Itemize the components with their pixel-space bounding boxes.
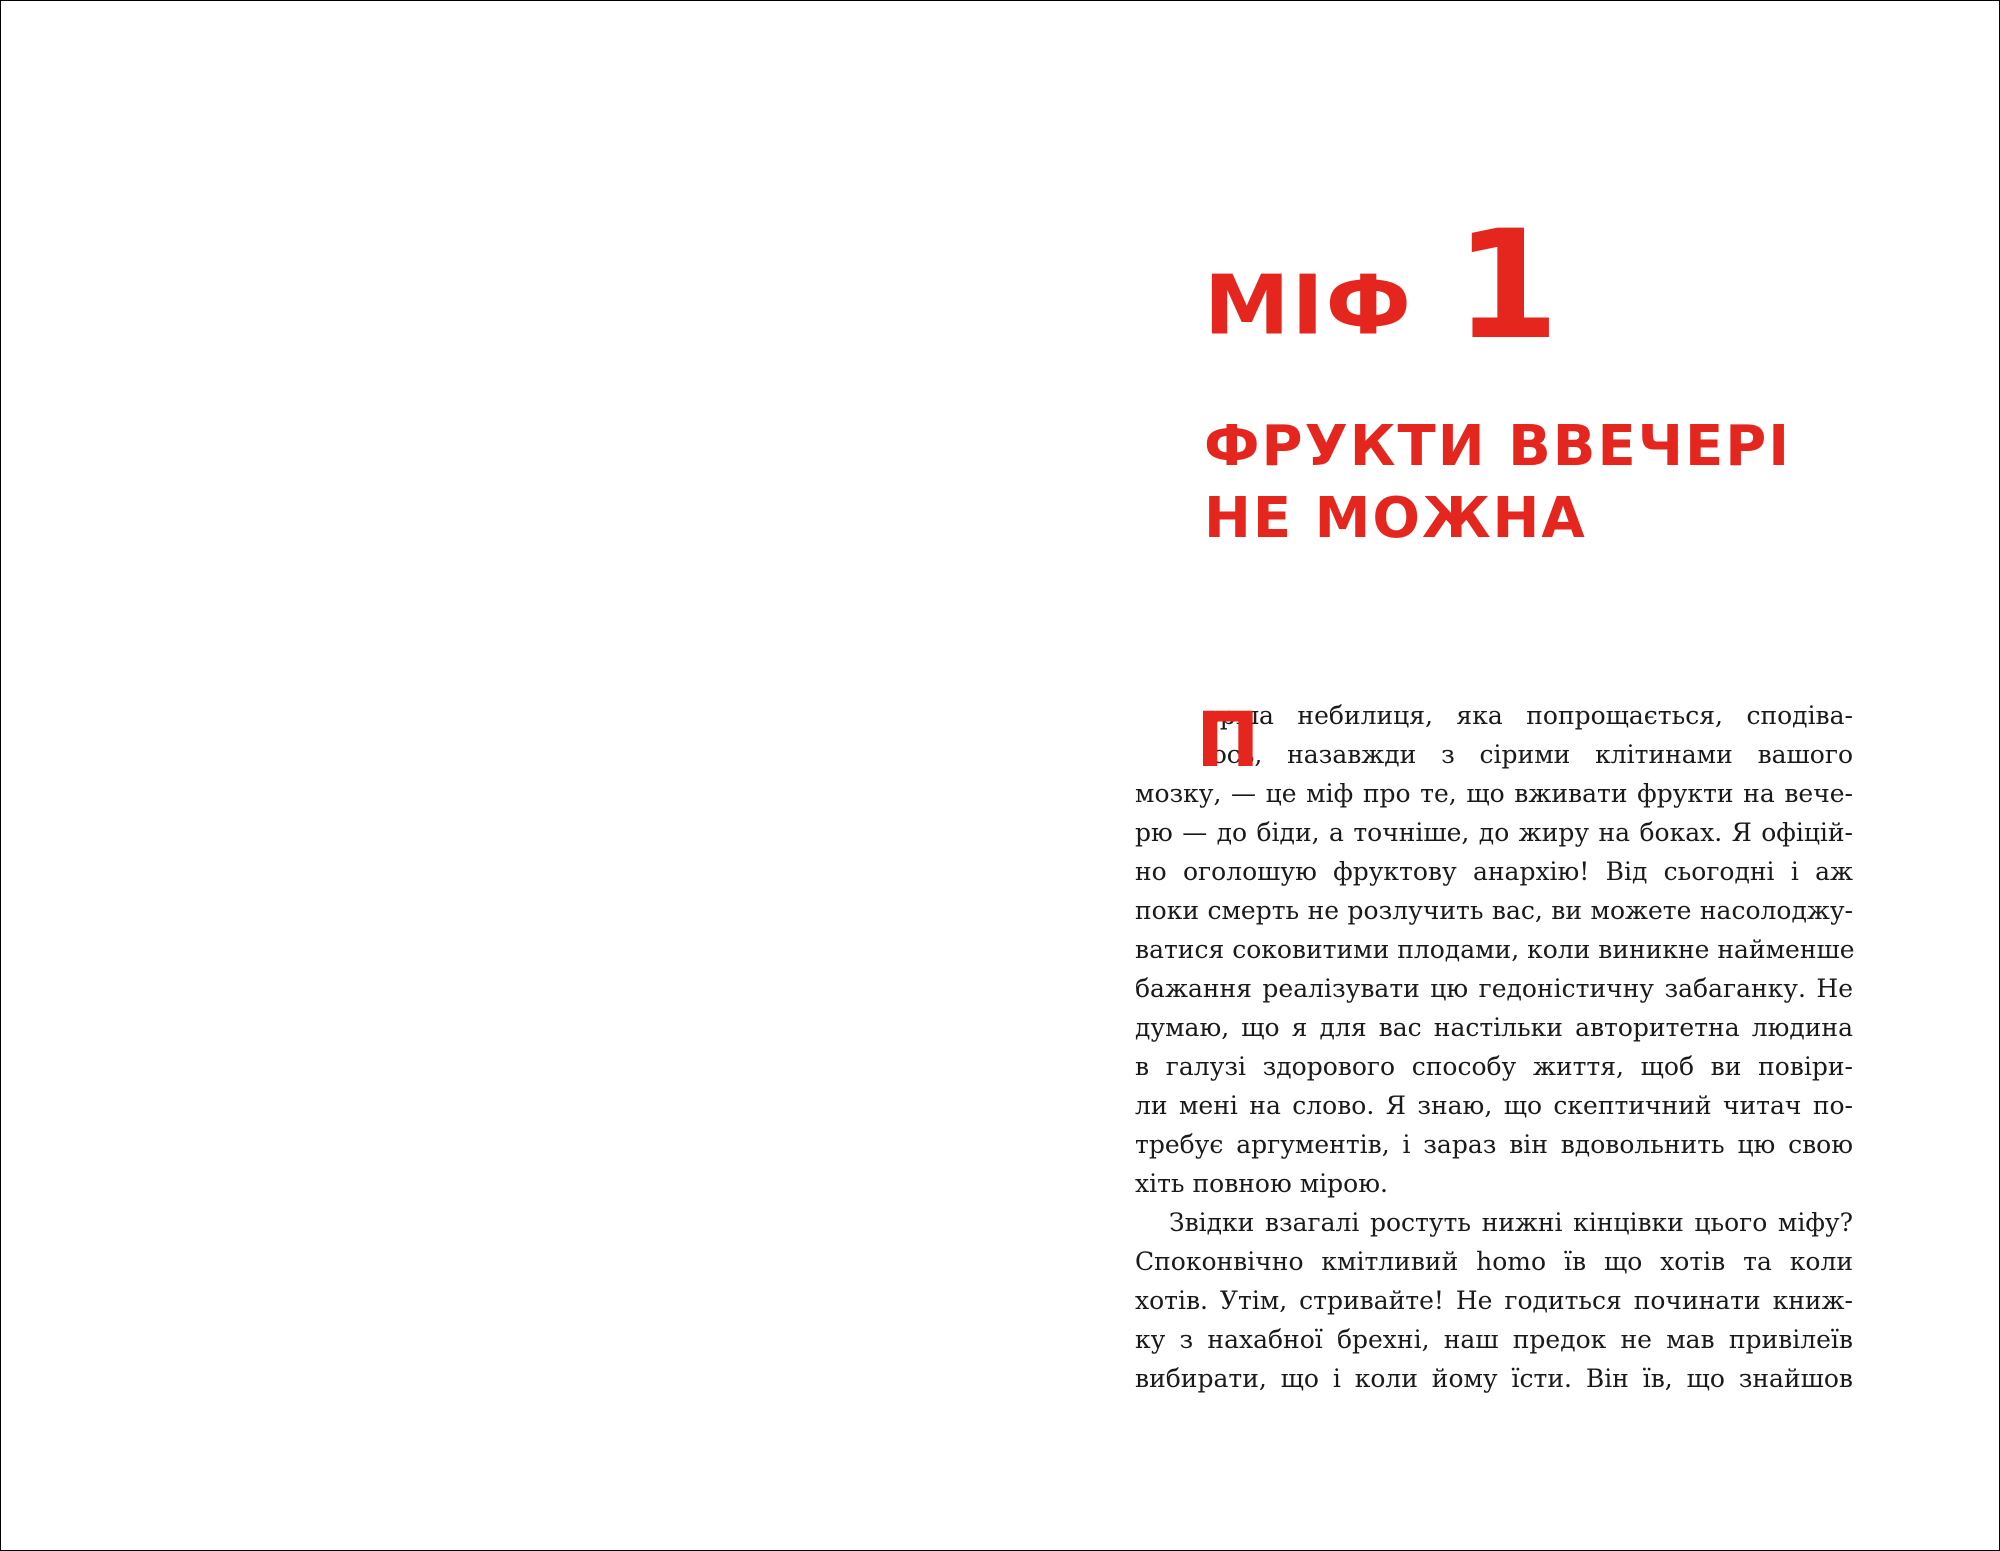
drop-cap: П	[1196, 695, 1260, 784]
chapter-word: МІФ	[1204, 258, 1413, 354]
text-line: ватися соковитими плодами, коли виникне найменше	[1135, 935, 1855, 964]
text-line: Звідки взагалі ростуть нижні кінцівки цього міфу?	[1169, 1208, 1853, 1237]
left-page-blank	[1, 1, 1001, 1550]
text-line: юсь, назавжди з сірими клітинами вашого	[1205, 740, 1853, 769]
text-line: рю — до біди, а точніше, до жиру на боках. Я офіцій-	[1135, 818, 1853, 847]
text-line: ку з нахабної брехні, наш предок не мав привілеїв	[1135, 1325, 1853, 1354]
text-line: требує аргументів, і зараз він вдовольнить цю свою	[1135, 1130, 1853, 1159]
chapter-label	[1204, 199, 1560, 373]
chapter-title-line-1: ФРУКТИ ВВЕЧЕРІ	[1204, 414, 1792, 479]
text-line: но оголошую фруктову анархію! Від сьогодні і аж	[1135, 857, 1853, 886]
text-line: вибирати, що і коли йому їсти. Він їв, що знайшов	[1135, 1364, 1853, 1393]
text-line: хотів. Утім, стривайте! Не годиться починати книж-	[1135, 1286, 1853, 1315]
text-line: ли мені на слово. Я знаю, що скептичний читач по-	[1135, 1091, 1853, 1120]
text-line: хіть повною мірою.	[1135, 1169, 1388, 1198]
text-line: думаю, що я для вас настільки авторитетна людина	[1135, 1013, 1853, 1042]
chapter-title-line-2: НЕ МОЖНА	[1204, 486, 1587, 551]
text-line: бажання реалізувати цю гедоністичну забаганку. Не	[1135, 974, 1853, 1003]
body-text	[1135, 696, 1853, 1398]
chapter-title	[1204, 411, 1904, 555]
text-line: поки смерть не розлучить вас, ви можете насолоджу-	[1135, 896, 1853, 925]
text-line: ерша небилиця, яка попрощається, сподіва-	[1205, 701, 1853, 730]
text-line: мозку, — це міф про те, що вживати фрукти на вече-	[1135, 779, 1853, 808]
chapter-number: 1	[1454, 199, 1560, 373]
text-line: в галузі здорового способу життя, щоб ви повіри-	[1135, 1052, 1853, 1081]
right-page	[1001, 1, 1999, 1550]
text-line: Споконвічно кмітливий homo їв що хотів та коли	[1135, 1247, 1853, 1276]
